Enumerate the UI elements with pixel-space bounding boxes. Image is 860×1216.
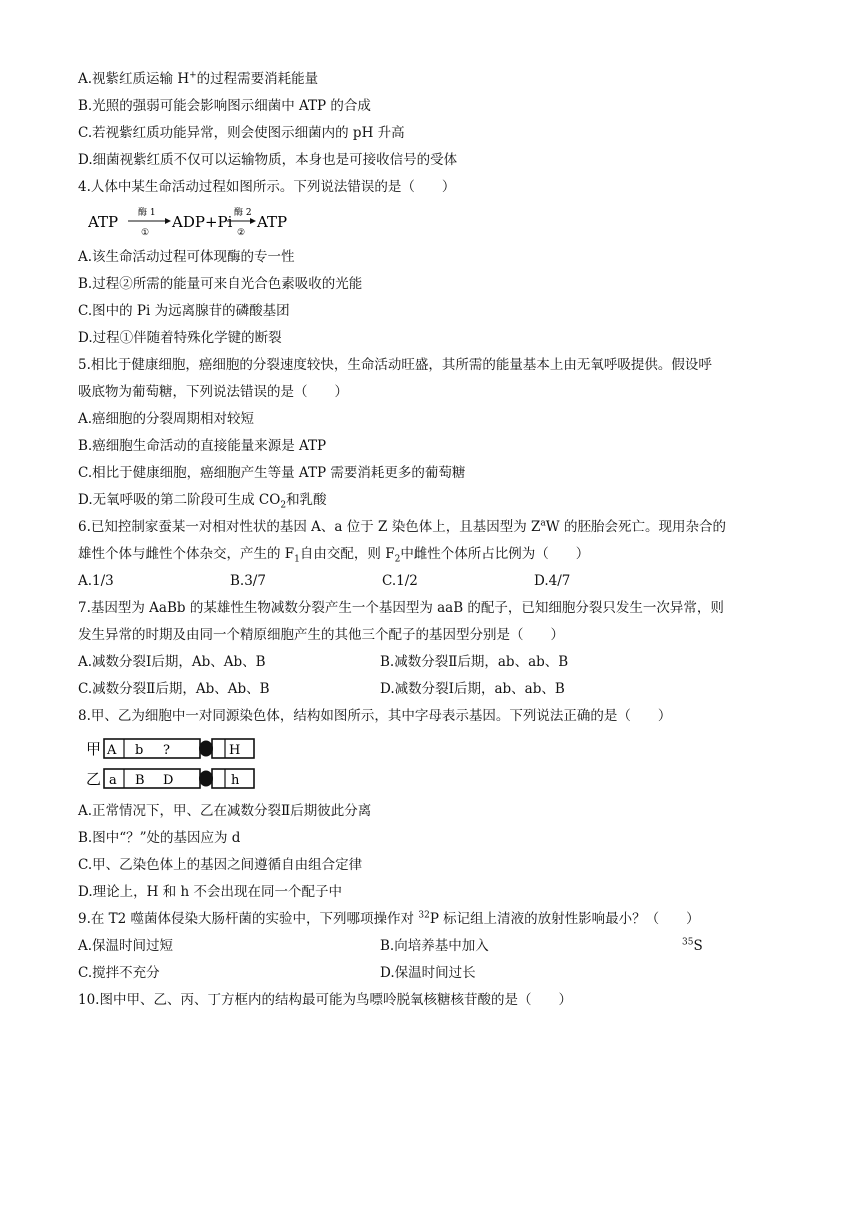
atp-left-label: ATP — [88, 213, 119, 231]
q4-atp-reaction-figure — [88, 204, 813, 242]
chromosome-jia-centromere — [199, 741, 213, 757]
q10-stem: 10.图中甲、乙、丙、丁方框内的结构最可能为鸟嘌呤脱氧核糖核苷酸的是（ ） — [78, 992, 572, 1008]
enzyme-2-label: 酶 2 — [234, 208, 252, 218]
q6-option-a: A.1/3 — [78, 573, 114, 589]
chromosome-yi-label: 乙 — [86, 770, 102, 788]
exam-page — [78, 66, 813, 1014]
arrow-1-head — [165, 218, 171, 224]
q6-options — [78, 568, 813, 595]
q8-option-b: B.图中“？”处的基因应为 d — [78, 830, 241, 846]
q8-chromosome-figure — [86, 734, 813, 796]
gene-yi-4: h — [231, 773, 240, 788]
q8-option-a: A.正常情况下，甲、乙在减数分裂Ⅱ后期彼此分离 — [78, 803, 372, 819]
enzyme-1-label: 酶 1 — [138, 208, 156, 218]
homologous-chromosomes-diagram — [86, 734, 261, 792]
q7-stem-line-1: 7.基因型为 AaBb 的某雄性生物减数分裂产生一个基因型为 aaB 的配子，已知细胞分裂只发生一次异常，则 — [78, 600, 724, 616]
q3-option-c: C.若视紫红质功能异常，则会使图示细菌内的 pH 升高 — [78, 125, 405, 141]
q5-stem-line-2: 吸底物为葡萄糖，下列说法错误的是（ ） — [78, 384, 348, 400]
q3-option-a: A.视紫红质运输 H+的过程需要消耗能量 — [78, 70, 319, 87]
q9-option-d: D.保温时间过长 — [380, 965, 476, 981]
q6-option-b: B.3/7 — [230, 573, 266, 589]
q7-option-c: C.减数分裂Ⅱ后期，Ab、Ab、B — [78, 681, 270, 697]
q5-option-b: B.癌细胞生命活动的直接能量来源是 ATP — [78, 438, 327, 454]
step-1-label: ① — [141, 228, 150, 238]
q5-option-d: D.无氧呼吸的第二阶段可生成 $CO_2$和乳酸 — [78, 492, 327, 511]
q7-option-b: B.减数分裂Ⅱ后期，ab、ab、B — [380, 654, 569, 670]
q9-options-row-2 — [78, 960, 813, 987]
q4-option-a: A.该生命活动过程可体现酶的专一性 — [78, 249, 295, 265]
q4-stem: 4.人体中某生命活动过程如图所示。下列说法错误的是（ ） — [78, 179, 456, 195]
q7-options-row-2 — [78, 676, 813, 703]
chromosome-yi-centromere — [199, 771, 213, 787]
q3-option-d: D.细菌视紫红质不仅可以运输物质，本身也是可接收信号的受体 — [78, 152, 458, 168]
q9-option-a: A.保温时间过短 — [78, 938, 174, 954]
q5-option-a: A.癌细胞的分裂周期相对较短 — [78, 411, 255, 427]
q4-option-b: B.过程②所需的能量可来自光合色素吸收的光能 — [78, 276, 363, 292]
q8-stem: 8.甲、乙为细胞中一对同源染色体，结构如图所示，其中字母表示基因。下列说法正确的是（ ） — [78, 708, 672, 724]
adp-pi-label: ADP+Pi — [172, 213, 233, 231]
q6-option-c: C.1/2 — [382, 573, 418, 589]
chromosome-jia-left-arm — [104, 739, 200, 758]
q6-stem-line-2: 雄性个体与雌性个体杂交，产生的 $F_1$自由交配，则 $F_2$中雌性个体所占比例为（ ） — [78, 546, 590, 565]
q3-option-b: B.光照的强弱可能会影响图示细菌中 ATP 的合成 — [78, 98, 371, 114]
chromosome-jia-label: 甲 — [86, 740, 102, 758]
q7-stem-line-2: 发生异常的时期及由同一个精原细胞产生的其他三个配子的基因型分别是（ ） — [78, 627, 564, 643]
chromosome-yi-left-arm — [104, 769, 200, 788]
gene-jia-3: ? — [163, 743, 170, 758]
q9-option-c: C.搅拌不充分 — [78, 965, 160, 981]
q9-option-b: B.向培养基中加入 $^{35}$S — [380, 937, 703, 954]
gene-yi-3: D — [163, 773, 174, 788]
gene-yi-2: B — [135, 773, 145, 788]
gene-jia-4: H — [229, 743, 241, 758]
q6-stem-line-1: 6.已知控制家蚕某一对相对性状的基因 A、a 位于 Z 染色体上，且基因型为 $Z^aW$ 的胚胎会死亡。现用杂合的 — [78, 518, 726, 535]
q5-option-c: C.相比于健康细胞，癌细胞产生等量 ATP 需要消耗更多的葡萄糖 — [78, 465, 466, 481]
atp-right-label: ATP — [257, 213, 288, 231]
q9-options-row-1 — [78, 933, 813, 960]
q8-option-d: D.理论上，H 和 h 不会出现在同一个配子中 — [78, 884, 342, 900]
gene-jia-2: b — [135, 743, 144, 758]
q8-option-c: C.甲、乙染色体上的基因之间遵循自由组合定律 — [78, 857, 363, 873]
q7-option-d: D.减数分裂Ⅰ后期，ab、ab、B — [380, 681, 565, 697]
gene-yi-1: a — [109, 773, 117, 788]
atp-cycle-diagram — [88, 204, 298, 238]
arrow-2-head — [250, 218, 256, 224]
q7-options-row-1 — [78, 649, 813, 676]
q4-option-c: C.图中的 Pi 为远离腺苷的磷酸基团 — [78, 303, 290, 319]
step-2-label: ② — [237, 228, 246, 238]
gene-jia-1: A — [107, 743, 117, 758]
q5-stem-line-1: 5.相比于健康细胞，癌细胞的分裂速度较快，生命活动旺盛，其所需的能量基本上由无氧呼吸提供。假设呼 — [78, 357, 712, 373]
q4-option-d: D.过程①伴随着特殊化学键的断裂 — [78, 330, 282, 346]
q6-option-d: D.4/7 — [534, 573, 571, 589]
q9-stem: 9.在 T2 噬菌体侵染大肠杆菌的实验中，下列哪项操作对 $^{32}$P 标记组上清液的放射性影响最小？（ ） — [78, 910, 700, 927]
q7-option-a: A.减数分裂Ⅰ后期，Ab、Ab、B — [78, 654, 266, 670]
